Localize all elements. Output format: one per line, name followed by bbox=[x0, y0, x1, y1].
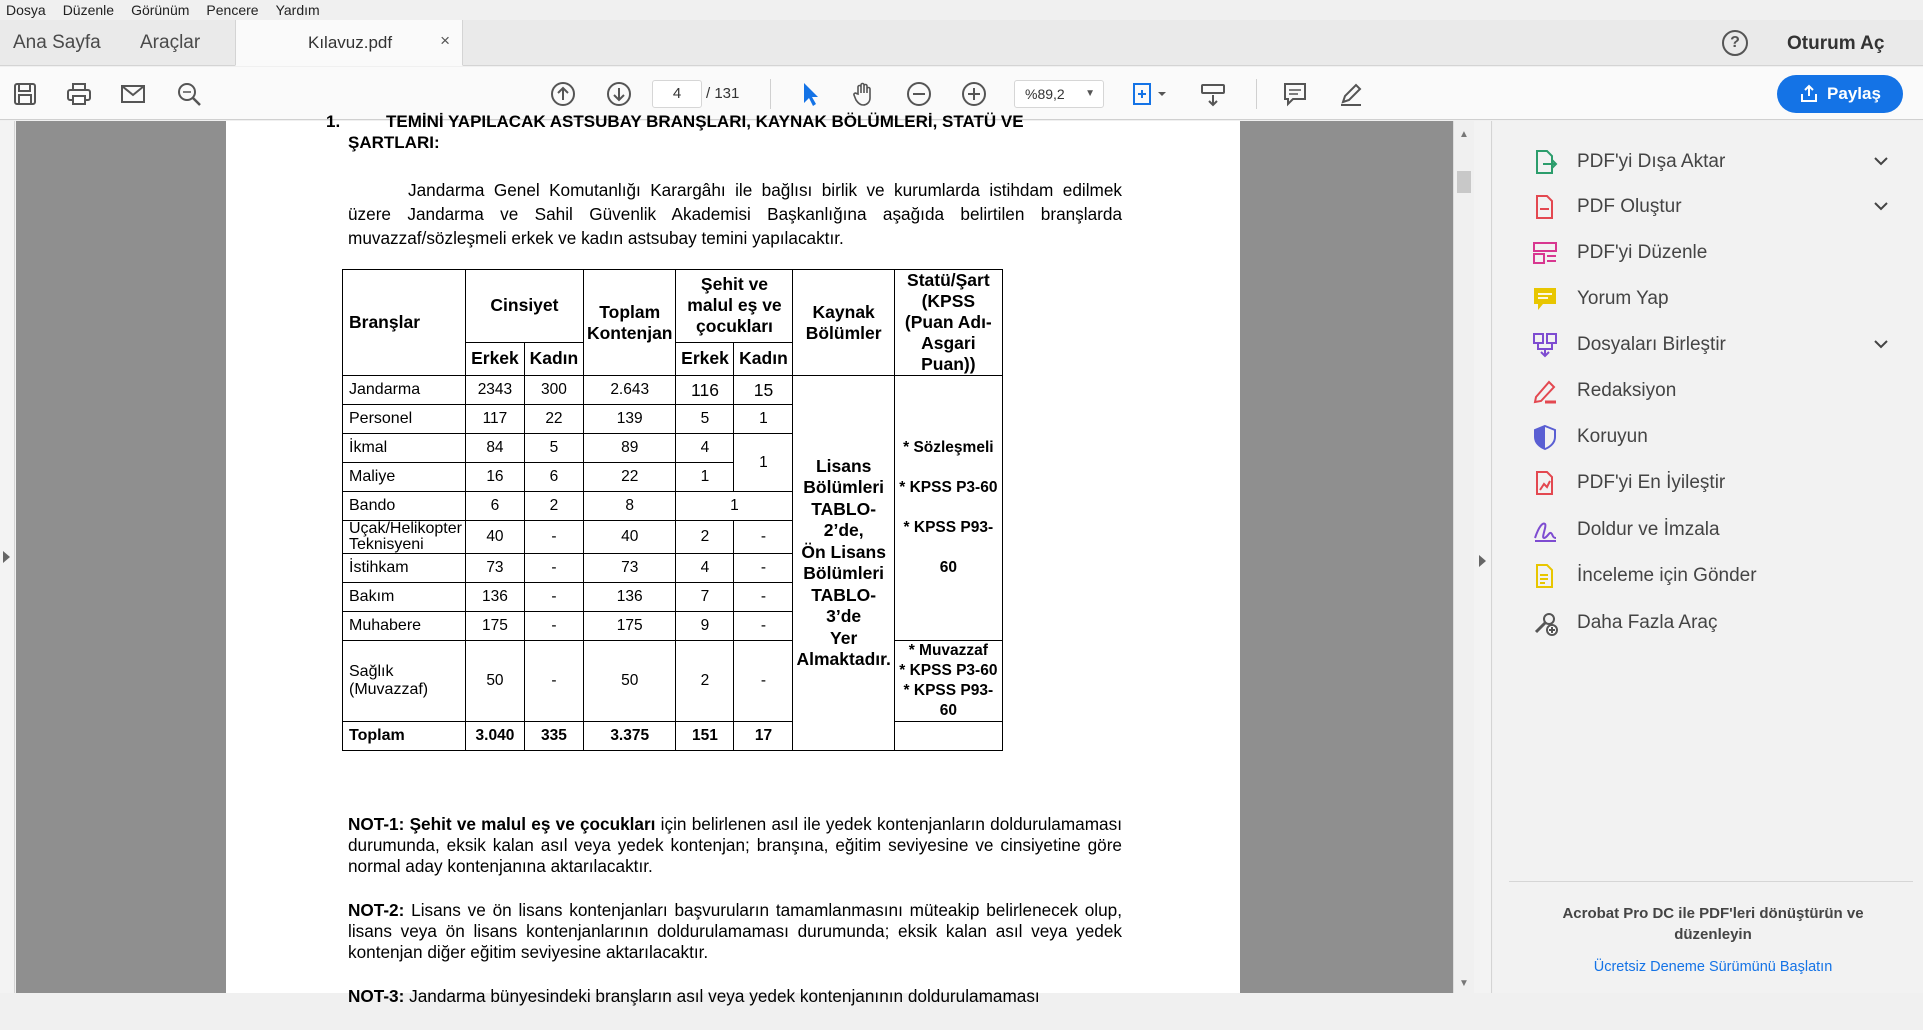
note-1 bbox=[348, 814, 1122, 877]
create-pdf-icon bbox=[1529, 191, 1561, 223]
panel-divider bbox=[1509, 881, 1913, 882]
cell-female: 22 bbox=[524, 405, 583, 434]
cell-female: - bbox=[524, 641, 583, 722]
zoom-out-icon[interactable] bbox=[904, 79, 934, 109]
collapse-right-icon bbox=[1479, 555, 1486, 567]
cell-male: 84 bbox=[465, 434, 524, 463]
cell-martyr-male: 2 bbox=[676, 521, 734, 554]
cell-total: 136 bbox=[583, 583, 676, 612]
note-text: Jandarma bünyesindeki branşların asıl veya yedek kontenjanının doldurulamaması bbox=[404, 986, 1040, 1006]
tool-label: Daha Fazla Araç bbox=[1577, 612, 1718, 633]
cell-total: 40 bbox=[583, 521, 676, 554]
cell-male: 16 bbox=[465, 463, 524, 492]
send-review-icon bbox=[1529, 560, 1561, 592]
cell-female: 6 bbox=[524, 463, 583, 492]
chevron-down-icon[interactable] bbox=[1871, 151, 1891, 171]
cell-female: 335 bbox=[524, 722, 583, 751]
source-line: Ön Lisans bbox=[801, 541, 886, 562]
scroll-thumb[interactable] bbox=[1457, 171, 1471, 193]
tool-label: İnceleme için Gönder bbox=[1577, 565, 1757, 586]
tool-create-pdf[interactable] bbox=[1529, 184, 1899, 230]
cell-female: - bbox=[524, 521, 583, 554]
header-source: Kaynak Bölümler bbox=[793, 270, 894, 376]
cell-male: 3.040 bbox=[465, 722, 524, 751]
cell-martyr-male: 7 bbox=[676, 583, 734, 612]
tab-bar bbox=[0, 20, 1923, 66]
notes bbox=[348, 814, 1122, 1030]
tool-label: PDF Oluştur bbox=[1577, 196, 1682, 217]
cell-total: 22 bbox=[583, 463, 676, 492]
page-number-input[interactable]: 4 bbox=[652, 80, 702, 108]
tab-close-icon[interactable]: × bbox=[440, 31, 450, 50]
header-martyr: Şehit ve malul eş ve çocukları bbox=[676, 270, 793, 343]
help-icon[interactable]: ? bbox=[1722, 30, 1748, 56]
share-button[interactable] bbox=[1777, 75, 1903, 113]
chevron-down-icon[interactable] bbox=[1871, 334, 1891, 354]
cell-martyr-male: 151 bbox=[676, 722, 734, 751]
table-row bbox=[343, 376, 1003, 405]
cell-martyr-female: - bbox=[734, 521, 793, 554]
redact-icon bbox=[1529, 375, 1561, 407]
scroll-up-icon[interactable]: ▲ bbox=[1459, 129, 1469, 140]
header-female: Kadın bbox=[524, 342, 583, 375]
quota-table bbox=[342, 269, 1003, 751]
combine-files-icon bbox=[1529, 329, 1561, 361]
promo-text: Acrobat Pro DC ile PDF'leri dönüştürün ve düzenleyin bbox=[1562, 905, 1864, 943]
zoom-select[interactable] bbox=[1014, 80, 1104, 108]
menu-window[interactable]: Pencere bbox=[206, 2, 259, 18]
export-pdf-icon bbox=[1529, 146, 1561, 178]
print-icon[interactable] bbox=[64, 79, 94, 109]
source-line: 2’de, bbox=[823, 520, 864, 540]
tool-more-tools[interactable] bbox=[1529, 600, 1899, 646]
source-line: Yer bbox=[830, 627, 858, 648]
heading-line-1: TEMİNİ YAPILACAK ASTSUBAY BRANŞLARI, KAYNAK BÖLÜMLERİ, STATÜ VE bbox=[386, 112, 1024, 131]
cell-total: 2.643 bbox=[583, 376, 676, 405]
cell-male: 175 bbox=[465, 612, 524, 641]
tool-optimize-pdf[interactable] bbox=[1529, 460, 1899, 506]
email-icon[interactable] bbox=[118, 79, 148, 109]
cell-total: 3.375 bbox=[583, 722, 676, 751]
header-male: Erkek bbox=[465, 342, 524, 375]
edit-pdf-icon bbox=[1529, 237, 1561, 269]
tool-protect[interactable] bbox=[1529, 414, 1899, 460]
cell-female: - bbox=[524, 554, 583, 583]
cell-martyr-male: 1 bbox=[676, 463, 734, 492]
tool-label: Koruyun bbox=[1577, 426, 1648, 447]
cell-male: 73 bbox=[465, 554, 524, 583]
nav-home[interactable]: Ana Sayfa bbox=[13, 32, 101, 53]
zoom-value: %89,2 bbox=[1025, 86, 1065, 102]
source-departments-cell bbox=[793, 376, 894, 751]
cell-female: 300 bbox=[524, 376, 583, 405]
right-panel-toggle[interactable] bbox=[1474, 121, 1492, 993]
cell-branch: Uçak/Helikopter Teknisyeni bbox=[343, 521, 466, 554]
status-line: * Muvazzaf bbox=[908, 642, 988, 659]
note-2 bbox=[348, 900, 1122, 963]
nav-tools[interactable]: Araçlar bbox=[140, 32, 201, 53]
save-icon[interactable] bbox=[10, 79, 40, 109]
header-gender: Cinsiyet bbox=[465, 270, 583, 343]
pdf-page bbox=[226, 112, 1240, 1006]
cell-total: 8 bbox=[583, 492, 676, 521]
note-label: NOT-2: bbox=[348, 900, 405, 920]
cell-branch: Sağlık (Muvazzaf) bbox=[343, 641, 466, 722]
cell-martyr-female: 1 bbox=[734, 405, 793, 434]
header-total: Toplam Kontenjan bbox=[583, 270, 676, 376]
chevron-down-icon[interactable] bbox=[1871, 196, 1891, 216]
cell-branch: İkmal bbox=[343, 434, 466, 463]
source-line: Almaktadır. bbox=[796, 649, 891, 669]
tool-fill-sign[interactable] bbox=[1529, 507, 1899, 553]
source-line: Lisans bbox=[815, 455, 872, 476]
menu-help[interactable]: Yardım bbox=[275, 2, 320, 18]
tool-label: PDF'yi Düzenle bbox=[1577, 242, 1708, 263]
cell-branch: Maliye bbox=[343, 463, 466, 492]
cell-branch: İstihkam bbox=[343, 554, 466, 583]
intro-paragraph: Jandarma Genel Komutanlığı Karargâhı ile bağlısı birlik ve kurumlarda istihdam edilmek üzere Jandarma ve Sahil Güvenlik Akademisi Başkanlığına aşağıda belirtilen branşlarda muvazzaf/sözleşmeli erkek ve kadın astsubay temini yapılacaktır. bbox=[348, 180, 1122, 248]
cell-martyr-female: 17 bbox=[734, 722, 793, 751]
zoom-in-icon[interactable] bbox=[959, 79, 989, 109]
tool-send-review[interactable] bbox=[1529, 553, 1899, 599]
menu-view[interactable]: Görünüm bbox=[131, 2, 190, 18]
fit-page-icon[interactable] bbox=[1128, 79, 1172, 109]
cell-empty bbox=[894, 722, 1002, 751]
source-line: TABLO- bbox=[811, 498, 877, 519]
cell-female: - bbox=[524, 612, 583, 641]
note-text: Lisans ve ön lisans kontenjanları başvuruların tamamlanmasını müteakip belirlenecek olup, lisans veya ön lisans kontenjanlarının doldurulamaması durumunda; eksik kalan asıl veya yedek kontenjan diğer eğitim seviyesine aktarılacaktır. bbox=[348, 900, 1122, 962]
sign-in-button[interactable]: Oturum Aç bbox=[1787, 33, 1885, 54]
header-martyr-male: Erkek bbox=[676, 342, 734, 375]
more-tools-icon bbox=[1529, 607, 1561, 639]
cell-martyr-combined: 1 bbox=[676, 492, 793, 521]
cell-martyr-female: 1 bbox=[734, 434, 793, 492]
source-line: TABLO-3’de bbox=[811, 584, 877, 626]
cell-martyr-female: 15 bbox=[734, 376, 793, 405]
expand-left-icon bbox=[3, 551, 10, 563]
tool-edit-pdf[interactable] bbox=[1529, 230, 1899, 276]
start-trial-link[interactable]: Ücretsiz Deneme Sürümünü Başlatın bbox=[1593, 959, 1833, 975]
cell-female: 2 bbox=[524, 492, 583, 521]
tab-title: Kılavuz.pdf bbox=[308, 33, 393, 52]
page-total: / 131 bbox=[706, 85, 740, 102]
document-viewer[interactable] bbox=[16, 112, 1453, 1006]
cell-martyr-male: 116 bbox=[676, 376, 734, 405]
heading-line-2: ŞARTLARI: bbox=[348, 133, 440, 152]
tool-label: Dosyaları Birleştir bbox=[1577, 334, 1726, 355]
share-label: Paylaş bbox=[1827, 84, 1881, 103]
tab-document[interactable] bbox=[235, 20, 463, 66]
scroll-down-icon[interactable]: ▼ bbox=[1459, 978, 1469, 989]
tool-combine-files[interactable] bbox=[1529, 322, 1899, 368]
tool-label: Doldur ve İmzala bbox=[1577, 519, 1720, 540]
status-line: * KPSS P93-60 bbox=[903, 682, 994, 719]
status-line: * KPSS P93-60 bbox=[903, 519, 994, 576]
optimize-pdf-icon bbox=[1529, 467, 1561, 499]
vertical-scrollbar[interactable] bbox=[1453, 121, 1473, 993]
cell-branch: Toplam bbox=[343, 722, 466, 751]
cell-male: 117 bbox=[465, 405, 524, 434]
cell-total: 175 bbox=[583, 612, 676, 641]
cell-martyr-female: - bbox=[734, 583, 793, 612]
menu-edit[interactable]: Düzenle bbox=[62, 2, 115, 18]
toolbar-divider bbox=[1256, 79, 1257, 109]
comment-icon bbox=[1529, 283, 1561, 315]
cell-martyr-female: - bbox=[734, 612, 793, 641]
tool-comment[interactable] bbox=[1529, 276, 1899, 322]
source-line: Bölümleri bbox=[803, 563, 885, 583]
highlight-pen-icon[interactable] bbox=[1336, 79, 1366, 109]
cell-martyr-female: - bbox=[734, 641, 793, 722]
scroll-mode-icon[interactable] bbox=[1198, 79, 1228, 109]
status-contract-cell bbox=[894, 376, 1002, 641]
share-icon bbox=[1799, 84, 1819, 104]
tool-export-pdf[interactable] bbox=[1529, 139, 1899, 185]
header-status: Statü/Şart (KPSS (Puan Adı-Asgari Puan)) bbox=[894, 270, 1002, 376]
status-line: * KPSS P3-60 bbox=[899, 662, 998, 679]
tool-label: Yorum Yap bbox=[1577, 288, 1669, 309]
protect-icon bbox=[1529, 421, 1561, 453]
chevron-down-icon: ▼ bbox=[1085, 88, 1095, 99]
toolbar-divider bbox=[770, 79, 771, 109]
cell-male: 136 bbox=[465, 583, 524, 612]
tool-label: Redaksiyon bbox=[1577, 380, 1677, 401]
cell-branch: Bakım bbox=[343, 583, 466, 612]
note-bold: Şehit ve malul eş ve çocukları bbox=[409, 814, 656, 834]
find-icon[interactable] bbox=[174, 79, 204, 109]
tools-panel bbox=[1493, 121, 1923, 993]
comment-tool-icon[interactable] bbox=[1280, 79, 1310, 109]
cell-male: 2343 bbox=[465, 376, 524, 405]
cell-branch: Personel bbox=[343, 405, 466, 434]
tool-label: PDF'yi En İyileştir bbox=[1577, 472, 1726, 493]
header-martyr-female: Kadın bbox=[734, 342, 793, 375]
tool-redact[interactable] bbox=[1529, 368, 1899, 414]
cell-male: 50 bbox=[465, 641, 524, 722]
cell-male: 6 bbox=[465, 492, 524, 521]
cell-total: 89 bbox=[583, 434, 676, 463]
cell-martyr-male: 2 bbox=[676, 641, 734, 722]
cell-martyr-male: 4 bbox=[676, 554, 734, 583]
source-line: Bölümleri bbox=[803, 477, 885, 497]
cell-martyr-male: 4 bbox=[676, 434, 734, 463]
cell-branch: Jandarma bbox=[343, 376, 466, 405]
note-text: için belirlenen asıl ile yedek kontenjanların doldurulamaması durumunda, eksik kalan asıl veya yedek kontenjan; branşına, eğitim seviyesine ve cinsiyetine göre normal aday kontenjanına aktarılacaktır. bbox=[348, 814, 1122, 876]
cell-male: 40 bbox=[465, 521, 524, 554]
cell-martyr-female: - bbox=[734, 554, 793, 583]
cell-total: 73 bbox=[583, 554, 676, 583]
status-line: * Sözleşmeli bbox=[903, 439, 994, 456]
next-page-icon[interactable] bbox=[604, 79, 634, 109]
note-label: NOT-3: bbox=[348, 986, 405, 1006]
note-3 bbox=[348, 986, 1122, 1007]
cell-branch: Muhabere bbox=[343, 612, 466, 641]
status-line: * KPSS P3-60 bbox=[899, 479, 998, 496]
note-label: NOT-1: bbox=[348, 814, 405, 834]
cell-total: 139 bbox=[583, 405, 676, 434]
select-cursor-icon[interactable] bbox=[795, 79, 825, 109]
cell-female: - bbox=[524, 583, 583, 612]
hand-tool-icon[interactable] bbox=[849, 79, 879, 109]
table-row bbox=[343, 641, 1003, 722]
total-row bbox=[343, 722, 1003, 751]
left-panel-toggle[interactable] bbox=[0, 121, 15, 993]
menu-bar bbox=[0, 0, 1923, 20]
tool-label: PDF'yi Dışa Aktar bbox=[1577, 151, 1726, 172]
menu-file[interactable]: Dosya bbox=[6, 2, 46, 18]
header-branch: Branşlar bbox=[343, 270, 466, 376]
cell-martyr-male: 9 bbox=[676, 612, 734, 641]
cell-female: 5 bbox=[524, 434, 583, 463]
prev-page-icon[interactable] bbox=[548, 79, 578, 109]
heading-number: 1. bbox=[326, 112, 341, 131]
cell-total: 50 bbox=[583, 641, 676, 722]
status-regular-cell bbox=[894, 641, 1002, 722]
fill-sign-icon bbox=[1529, 514, 1561, 546]
cell-martyr-male: 5 bbox=[676, 405, 734, 434]
cell-branch: Bando bbox=[343, 492, 466, 521]
